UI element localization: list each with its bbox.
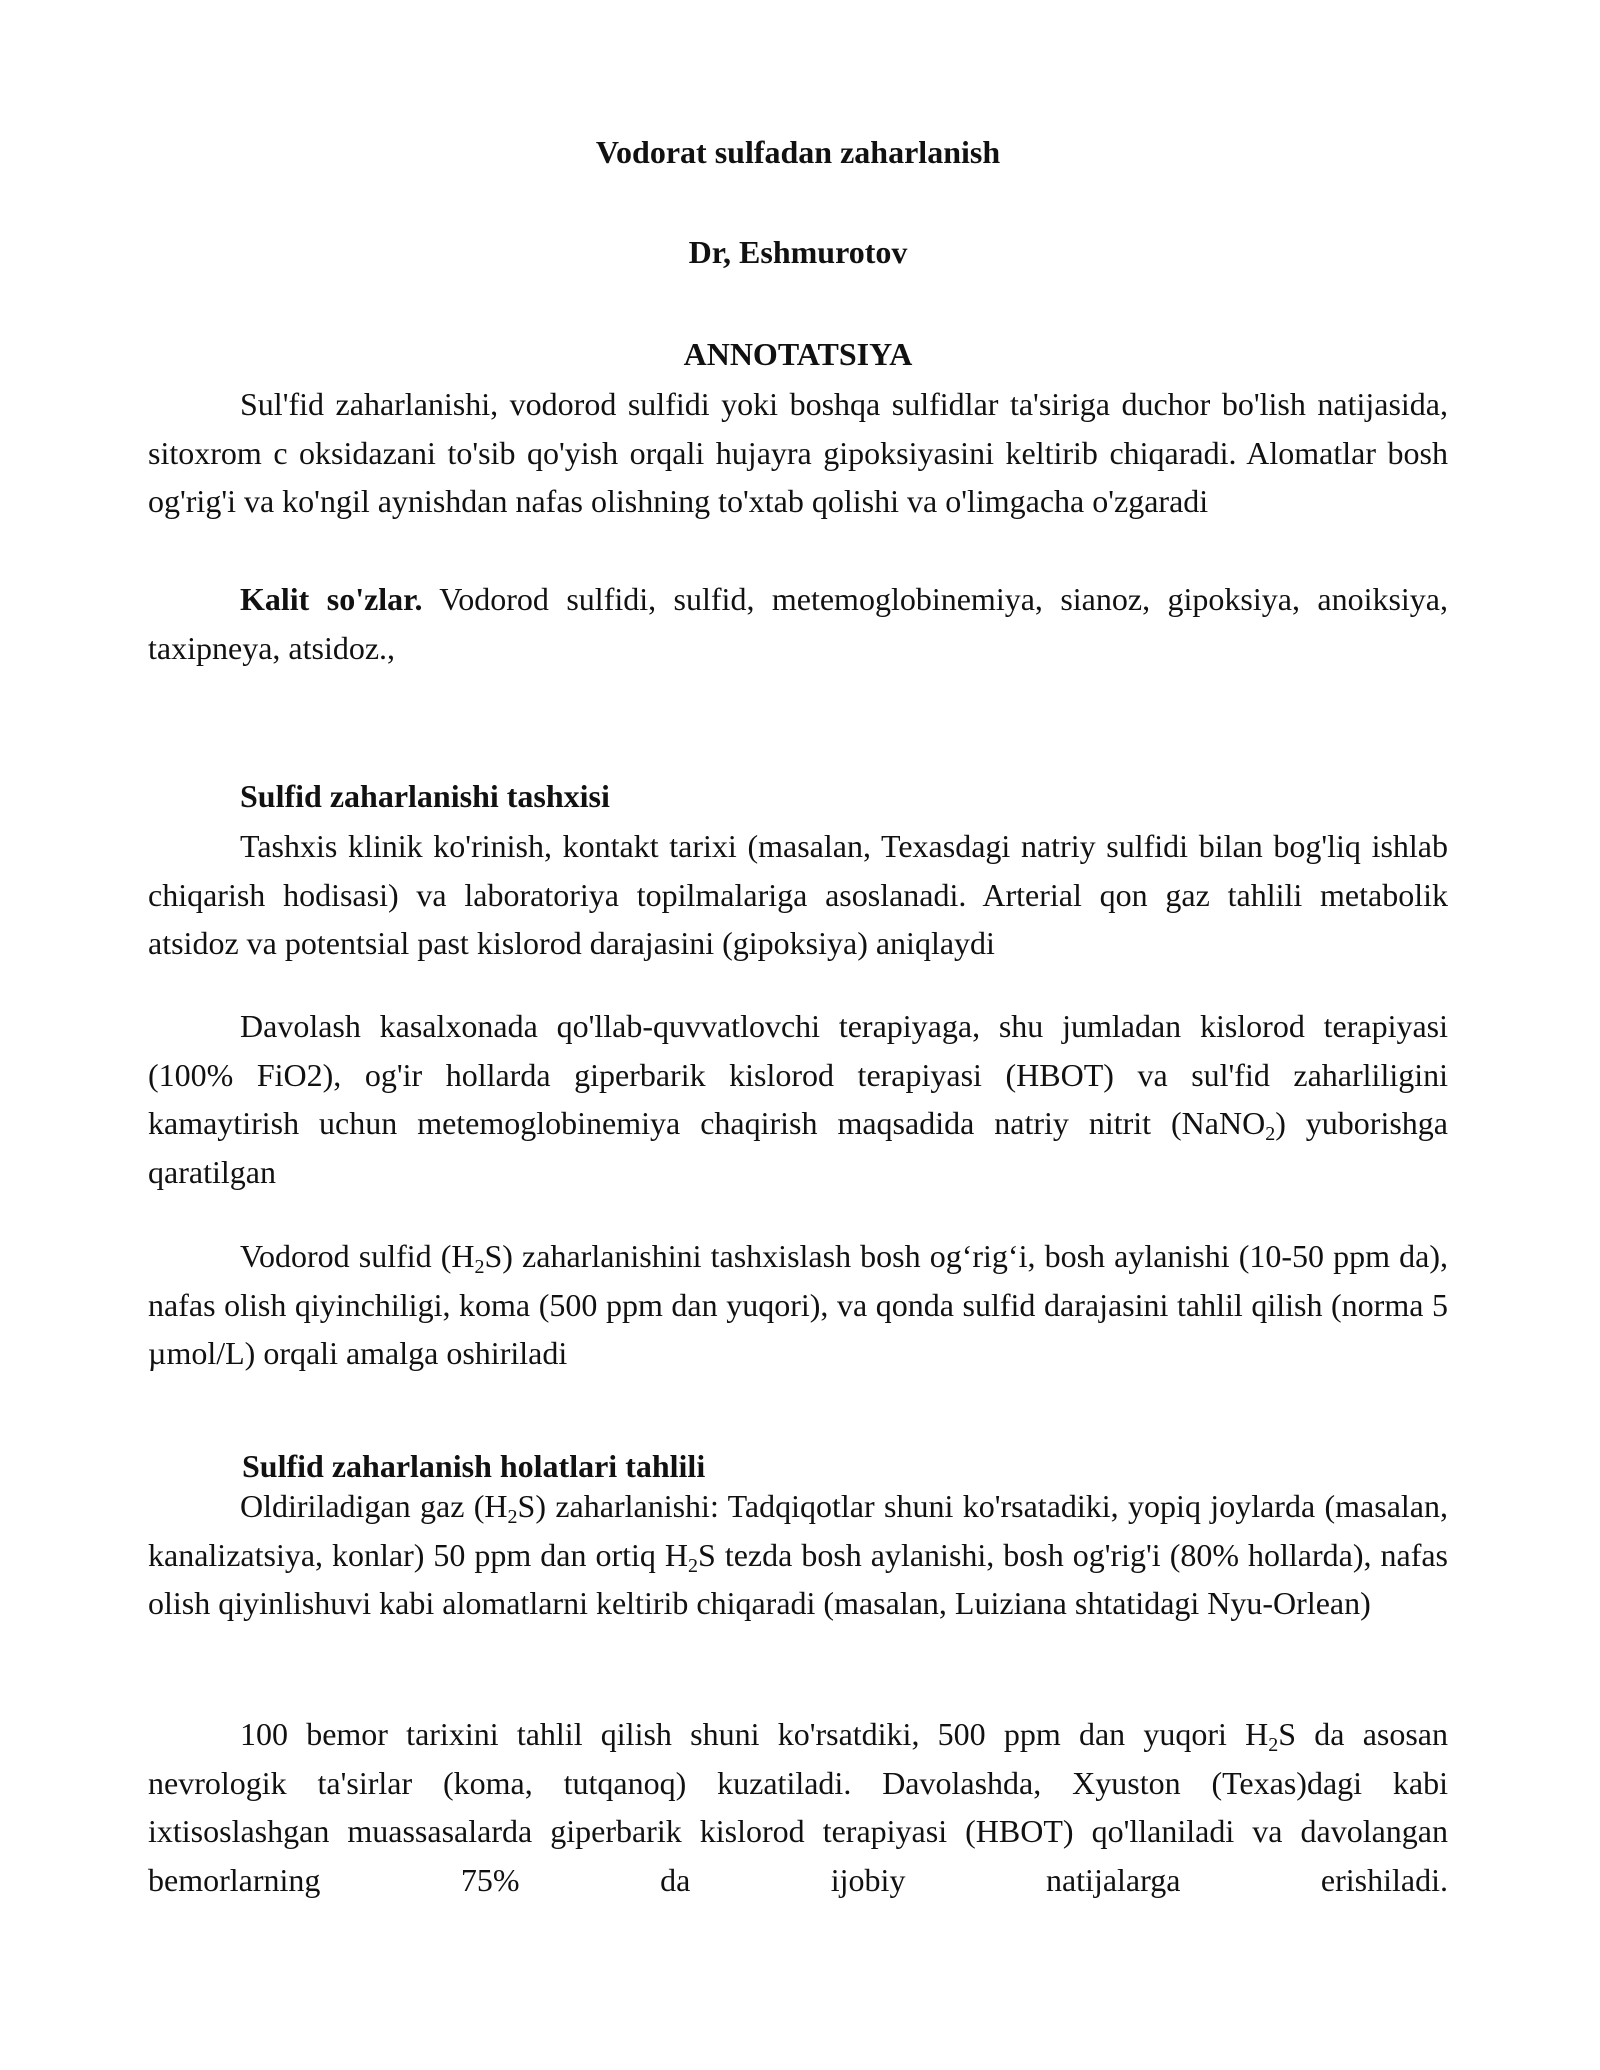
section2-paragraph-1: [148, 1482, 1448, 1628]
section1-p2-text-b: ) yuborishga qaratilgan: [148, 1105, 1448, 1190]
annotation-heading: ANNOTATSIYA: [683, 336, 913, 372]
section2-paragraph-2: [148, 1710, 1448, 1904]
subscript-2: 2: [507, 1506, 518, 1528]
section2-p1-text-c: S tezda bosh aylanishi, bosh og'rig'i (80% hollarda), nafas olish qiyinlishuvi kabi alomatlarni keltirib chiqaradi (masalan, Luiziana shtatidagi Nyu-Orlean): [148, 1536, 1448, 1621]
subscript-2: 2: [1268, 1734, 1279, 1756]
section1-p2-text-a: Davolash kasalxonada qo'llab-quvvatlovchi terapiyaga, shu jumladan kislorod terapiyasi (100% FiO2), og'ir hollarda giperbarik kislorod terapiyasi (HBOT) va sul'fid zaharliligini kamaytirish uchun metemoglobinemiya chaqirish maqsadida natriy nitrit (NaNO: [148, 1008, 1448, 1141]
section2-p2-text-a: 100 bemor tarixini tahlil qilish shuni ko'rsatdiki, 500 ppm dan yuqori H: [240, 1716, 1269, 1752]
section1-paragraph-3: [148, 1232, 1448, 1378]
keywords-paragraph: [148, 575, 1448, 672]
annotation-paragraph: Sul'fid zaharlanishi, vodorod sulfidi yoki boshqa sulfidlar ta'siriga duchor bo'lish natijasida, sitoxrom c oksidazani to'sib qo'yish orqali hujayra gipoksiyasini keltirib chiqaradi. Alomatlar bosh og'rig'i va ko'ngil aynishdan nafas olishning to'xtab qolishi va o'limgacha o'zgaradi: [148, 386, 1448, 519]
section1-p3-text-a: Vodorod sulfid (H: [240, 1238, 475, 1274]
subscript-2: 2: [474, 1256, 485, 1278]
keywords-label: Kalit so'zlar.: [240, 581, 423, 617]
subscript-2: 2: [1265, 1123, 1276, 1145]
section2-p1-text-a: Oldiriladigan gaz (H: [240, 1488, 508, 1524]
section2-p1-text-b: S) zaharlanishi: Tadqiqotlar shuni ko'rsatadiki, yopiq joylarda (masalan, kanalizatsiya, konlar) 50 ppm dan ortiq H: [148, 1488, 1449, 1573]
section2-p2-text-b: S da asosan nevrologik ta'sirlar (koma, tutqanoq) kuzatiladi. Davolashda, Xyuston (Texas)dagi kabi ixtisoslashgan muassasalarda giperbarik kislorod terapiyasi (HBOT) qo'llaniladi va davolangan bemorlarning 75% da ijobiy natijalarga erishiladi.: [148, 1716, 1449, 1898]
document-author: Dr, Eshmurotov: [688, 234, 908, 270]
section2-heading: Sulfid zaharlanish holatlari tahlili: [242, 1448, 706, 1484]
section1-p3-text-b: S) zaharlanishini tashxislash bosh og‘rig‘i, bosh aylanishi (10-50 ppm da), nafas olish qiyinchiligi, koma (500 ppm dan yuqori), va qonda sulfid darajasini tahlil qilish (norma 5 µmol/L) orqali amalga oshiriladi: [148, 1238, 1449, 1371]
section1-paragraph-2: [148, 1002, 1448, 1196]
section1-paragraph-1: Tashxis klinik ko'rinish, kontakt tarixi (masalan, Texasdagi natriy sulfidi bilan bog'liq ishlab chiqarish hodisasi) va laboratoriya topilmalariga asoslanadi. Arterial qon gaz tahlili metabolik atsidoz va potentsial past kislorod darajasini (gipoksiya) aniqlaydi: [148, 828, 1448, 961]
keywords-text: Vodorod sulfidi, sulfid, metemoglobinemiya, sianoz, gipoksiya, anoiksiya, taxipneya, atsidoz.,: [148, 581, 1449, 666]
document-title: Vodorat sulfadan zaharlanish: [595, 134, 1001, 170]
subscript-2: 2: [688, 1554, 699, 1577]
section1-heading: Sulfid zaharlanishi tashxisi: [240, 778, 610, 814]
